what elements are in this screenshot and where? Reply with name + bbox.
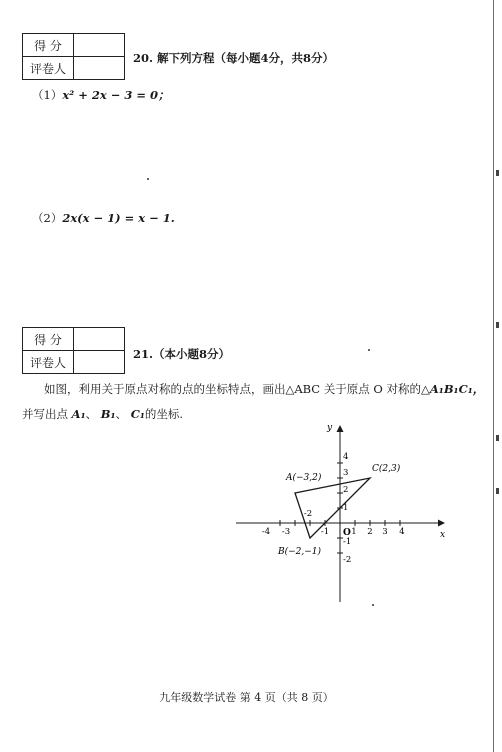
score-box-q20 [22, 33, 125, 80]
score-label: 得 分 [23, 34, 74, 57]
equation: 2x(x − 1) = x − 1. [62, 211, 175, 225]
origin-label: O [343, 528, 351, 538]
edge-mark [496, 170, 499, 176]
y-tick-label: 1 [343, 503, 349, 513]
x-tick-label: -4 [261, 527, 271, 537]
triangle-abc [295, 478, 373, 538]
point-c-label: C(2,3) [372, 464, 401, 474]
score-cell[interactable] [74, 328, 125, 351]
x-tick-label: -1 [320, 527, 330, 537]
speck [368, 349, 370, 351]
question-20-part-1 [32, 87, 170, 103]
page-edge-line [493, 0, 494, 752]
speck [147, 178, 149, 180]
y-axis-label: y [327, 423, 333, 433]
question-21-title: 21.（本小题8分） [133, 347, 231, 361]
question-21-text-line-1: 如图，利用关于原点对称的点的坐标特点，画出△ABC 关于原点 O 对称的△A₁B₁C₁， [44, 382, 485, 396]
x-tick-label: 4 [399, 527, 405, 537]
score-box-q21 [22, 327, 125, 374]
page-footer: 九年级数学试卷 第 4 页（共 8 页） [159, 691, 334, 704]
x-axis-label: x [440, 530, 446, 540]
score-cell[interactable] [74, 34, 125, 57]
y-tick-label: 4 [343, 452, 349, 462]
reviewer-label: 评卷人 [23, 57, 74, 80]
coordinate-graph [230, 420, 450, 610]
part-number: （2） [32, 211, 63, 225]
question-20-part-2 [32, 210, 175, 226]
y-tick-label: -2 [343, 555, 352, 565]
speck [372, 604, 374, 606]
edge-mark [496, 322, 499, 328]
reviewer-cell[interactable] [74, 57, 125, 80]
y-tick-label: -1 [343, 537, 352, 547]
y-tick-labels [343, 452, 351, 565]
question-21-text-line-2: 并写出点 A₁、 B₁、 C₁的坐标. [22, 407, 184, 421]
x-tick-label: -3 [281, 527, 291, 537]
reviewer-label: 评卷人 [23, 351, 74, 374]
score-label: 得 分 [23, 328, 74, 351]
x-tick-label: 3 [382, 527, 388, 537]
point-b-label: B(−2,−1) [278, 547, 322, 557]
reviewer-cell[interactable] [74, 351, 125, 374]
equation: x² + 2x − 3 = 0； [62, 88, 170, 102]
x-tick-label: -2 [303, 509, 313, 519]
part-number: （1） [32, 88, 63, 102]
edge-mark [496, 435, 499, 441]
x-tick-label: 1 [351, 527, 357, 537]
question-20-title: 20. 解下列方程（每小题4分，共8分） [133, 51, 335, 65]
edge-mark [496, 488, 499, 494]
point-a-label: A(−3,2) [286, 473, 322, 483]
x-tick-label: 2 [367, 527, 373, 537]
y-tick-label: 3 [343, 468, 349, 478]
y-tick-label: 2 [343, 485, 349, 495]
